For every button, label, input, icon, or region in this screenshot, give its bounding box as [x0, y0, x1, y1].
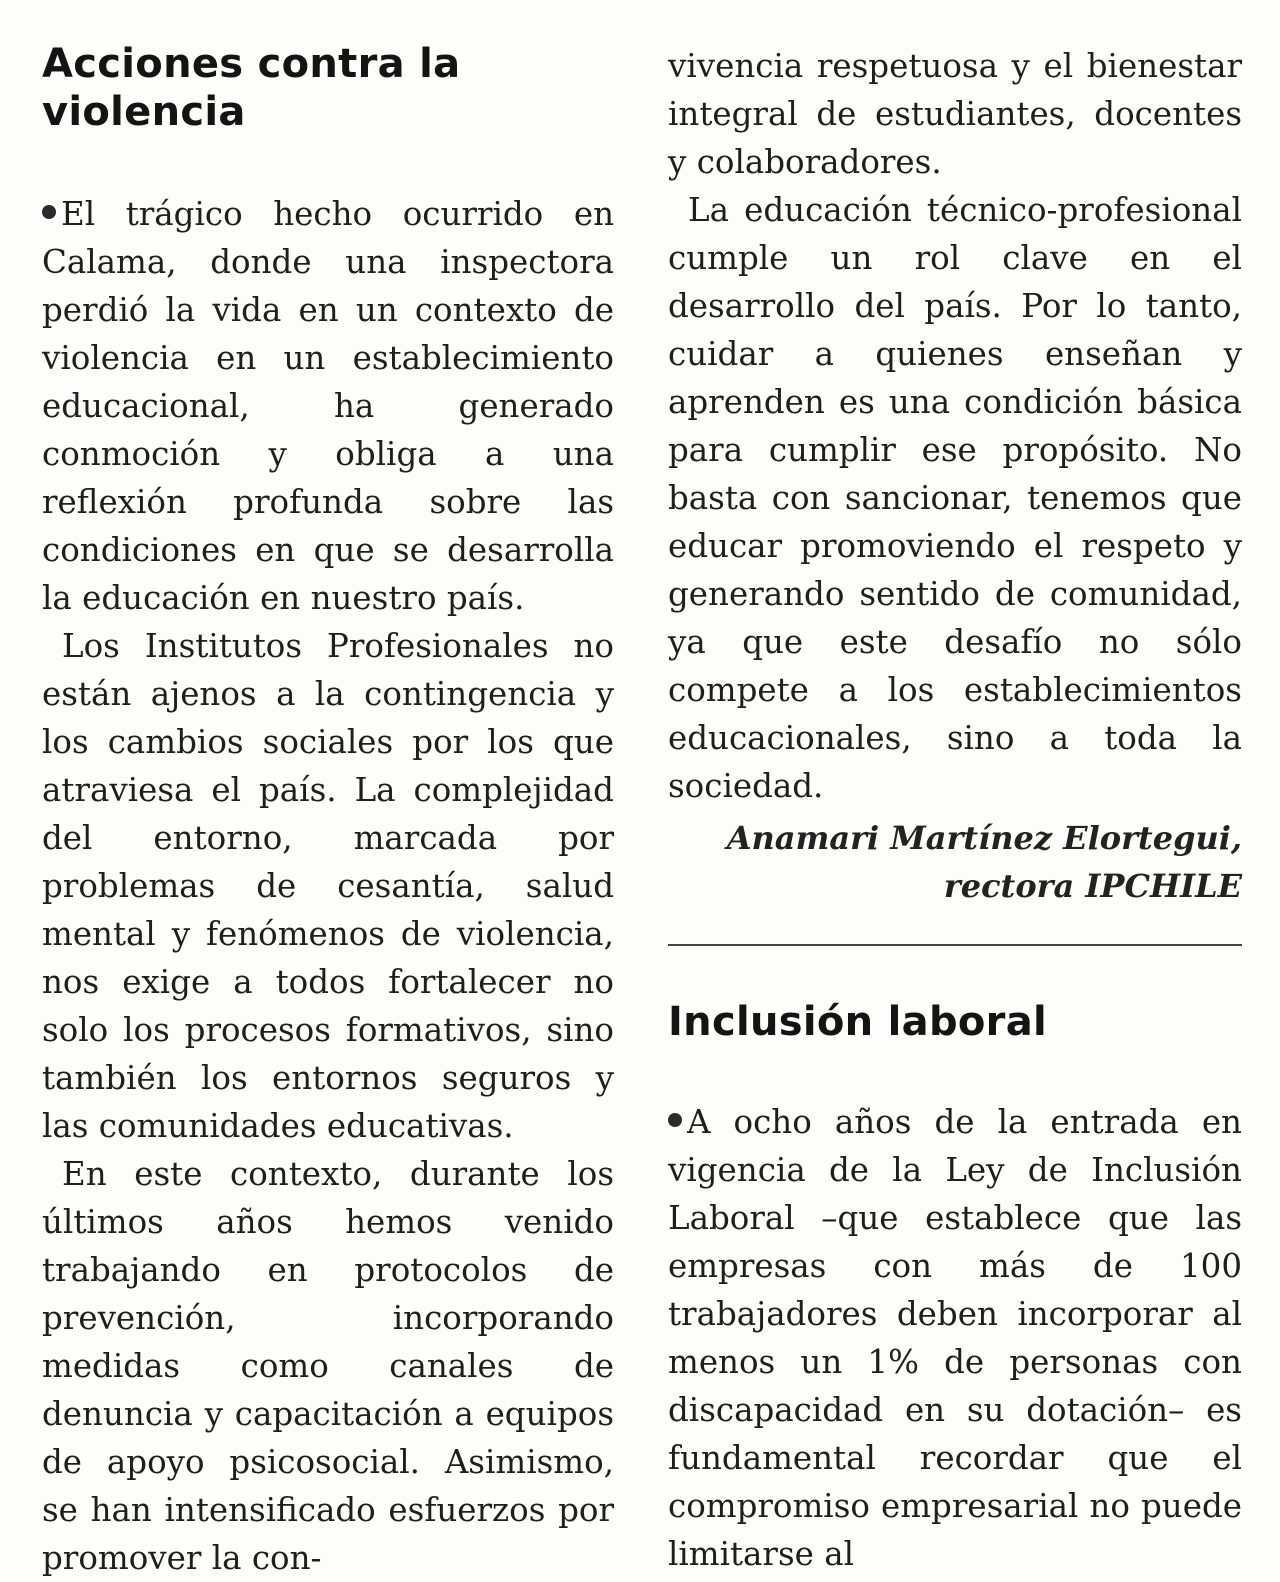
article1-paragraph-4: La educación técnico-profesional cumple un rol clave en el desarrollo del país. Por lo tanto, cuidar a quienes enseñan y aprenden es una condición básica para cumplir ese propósito. No basta con sancionar, tenemos que educar promoviendo el respeto y generando sentido de comunidad, ya que este desafío no sólo compete a los establecimientos educacionales, sino a toda la sociedad. [668, 191, 1242, 805]
article1-paragraph-1 [42, 190, 614, 622]
bullet-icon [42, 205, 56, 219]
article1-paragraph-3 [42, 1150, 614, 1582]
article1-p3-continued: vivencia respetuosa y el bienestar integral de estudiantes, docentes y colaboradores. [668, 47, 1242, 181]
article1-p1-text: El trágico hecho ocurrido en Calama, donde una inspectora perdió la vida en un contexto de violencia en un establecimiento educacional, ha generado conmoción y obliga a una reflexión profunda sobre las condiciones en que se desarrolla la educación en nuestro país. [42, 195, 614, 617]
author-name: Anamari Martínez Elortegui, [726, 819, 1242, 857]
article1-body-part2 [668, 42, 1242, 810]
article1-paragraph-2: Los Institutos Profesionales no están ajenos a la contingencia y los cambios sociales por los que atraviesa el país. La complejidad del entorno, marcada por problemas de cesantía, salud mental y fenómenos de violencia, nos exige a todos fortalecer no solo los procesos formativos, sino también los entornos seguros y las comunidades educativas. [42, 627, 614, 1145]
article1-signature [668, 814, 1242, 910]
article1-p3-first-part: En este contexto, durante los últimos años hemos venido trabajando en protocolos de prevención, incorporando medidas como canales de denuncia y capacitación a equipos de apoyo psicosocial. Asimismo, se han intensificado esfuerzos por promover la con- [42, 1155, 614, 1577]
article2-paragraph-1 [668, 1098, 1242, 1578]
article1-body-part1 [42, 190, 614, 1582]
article-divider [668, 944, 1242, 946]
author-role: rectora IPCHILE [943, 867, 1242, 905]
article2-p1-text: A ocho años de la entrada en vigencia de la Ley de Inclusión Laboral –que establece que las empresas con más de 100 trabajadores deben incorporar al menos un 1% de personas con discapacidad en su dotación– es fundamental recordar que el compromiso empresarial no puede limitarse al [668, 1103, 1242, 1573]
article2-title: Inclusión laboral [668, 999, 1048, 1045]
article2-body [668, 1098, 1242, 1578]
bullet-icon [668, 1113, 682, 1127]
article1-title: Acciones contra la violencia [42, 41, 461, 135]
